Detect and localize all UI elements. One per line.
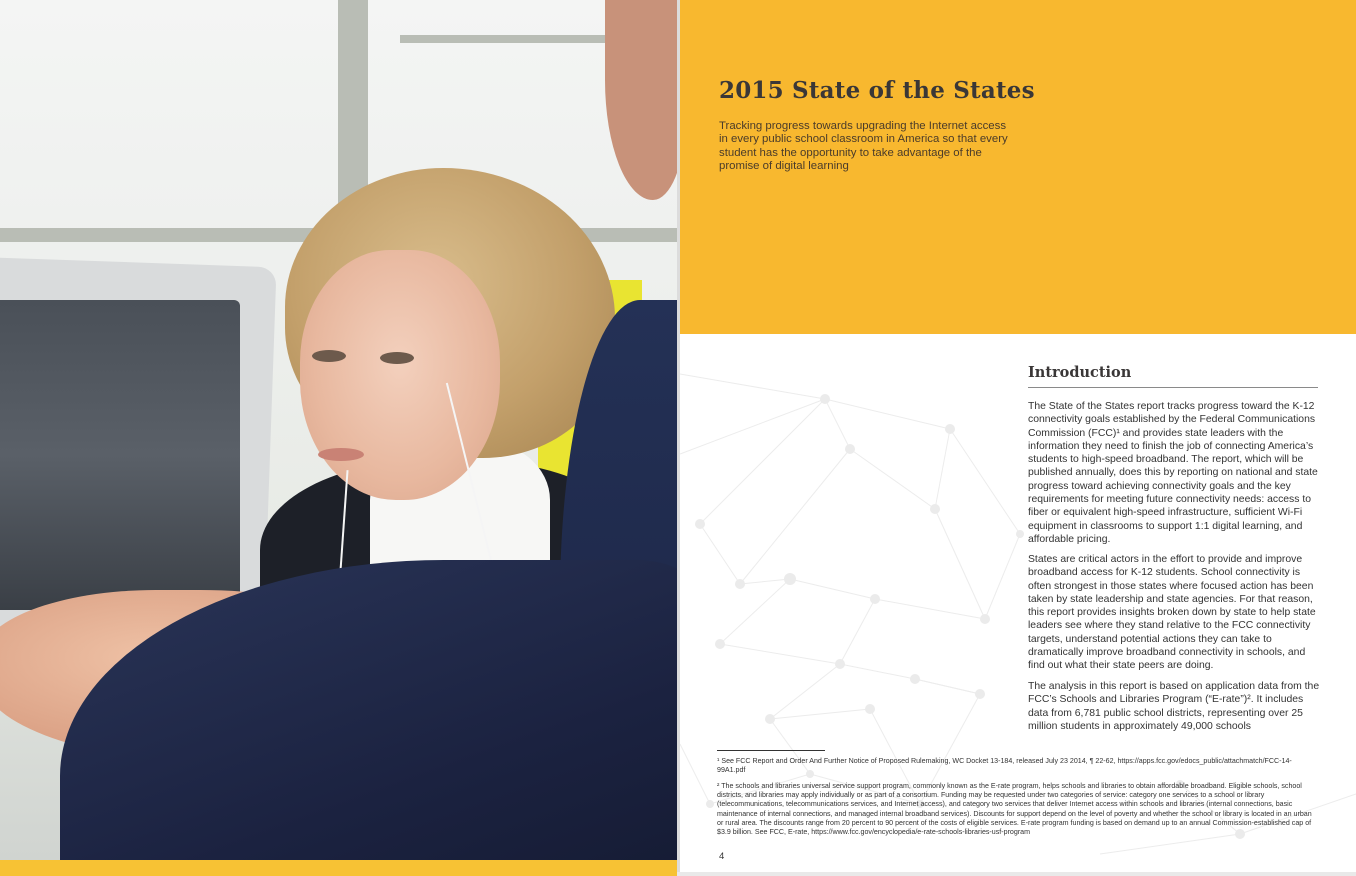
footnote: ² The schools and libraries universal service support program, commonly known as the E-rate program, helps schools and libraries to obtain affordable broadband. Eligible schools, school districts, and libraries may apply individually or as part of a consortium. Funding may be requested under two categories of service: category one services to a school or library (telecommunications, telecommunications services, and Internet access), and category two services that deliver Internet access within schools and libraries (internal connections, basic maintenance of internal connections, and managed internal broadband services). Discounts for support depend on the level of poverty and whether the school or library is located in an urban or rural area. The discounts range from 20 percent to 90 percent of the costs of eligible services. E-rate program funding is based on demand up to an annual Commission-established cap of $3.9 billion. See FCC, E-rate, https://www.fcc.gov/encyclopedia/e-rate-schools-libraries-usf-program: [717, 782, 1312, 837]
intro-paragraph: The State of the States report tracks progress toward the K-12 connectivity goals established by the Federal Communications Commission (FCC)¹ and provides state leaders with the information they need to finish the job of connecting America’s students to high-speed broadband. The report, which will be published annually, does this by reporting on national and state progress toward achieving connectivity goals and the key requirements for meeting future connectivity needs: access to fiber or equivalent high-speed infrastructure, sufficient Wi-Fi equipment in classrooms to support 1:1 digital learning, and affordable pricing.: [1028, 401, 1318, 545]
page-bottom-edge: [677, 872, 1356, 876]
section-heading-introduction: Introduction: [1028, 364, 1318, 388]
bottom-yellow-strip: [0, 860, 677, 876]
laptop-screen: [0, 300, 240, 610]
student-eye-right: [380, 352, 414, 364]
report-title: 2015 State of the States: [719, 77, 1035, 104]
hero-banner: [680, 0, 1356, 334]
student-face: [300, 250, 500, 500]
student-lips: [318, 448, 364, 461]
footnote-divider: [717, 750, 825, 751]
page-number: 4: [719, 851, 725, 862]
intro-paragraph: States are critical actors in the effort to provide and improve broadband access for K-12 students. School connectivity is often strongest in those states where focused action has been taken by state leadership and state agencies. For that reason, this report provides insights broken down by state to help state leaders see where they stand relative to the FCC connectivity targets, understand potential actions they can take to dramatically improve broadband connectivity in schools, and find out what their state peers are doing.: [1028, 554, 1316, 672]
student-eye-left: [312, 350, 346, 362]
report-page: [677, 0, 1356, 876]
foreground-person-cheek: [605, 0, 677, 200]
footnote: ¹ See FCC Report and Order And Further Notice of Proposed Rulemaking, WC Docket 13-184, released July 23 2014, ¶ 22-62, https://apps.fcc.gov/edocs_public/attachmatch/FCC-14-99A1.pdf: [717, 757, 1292, 775]
intro-paragraph: The analysis in this report is based on application data from the FCC’s Schools and Libraries Program (“E-rate”)². It includes data from 6,781 public school districts, representing over 25 million students in approximately 49,000 schools: [1028, 681, 1320, 732]
report-subtitle: Tracking progress towards upgrading the Internet access in every public school classroom in America so that every student has the opportunity to take advantage of the promise of digital learning: [719, 120, 1008, 173]
cover-photo: [0, 0, 677, 876]
